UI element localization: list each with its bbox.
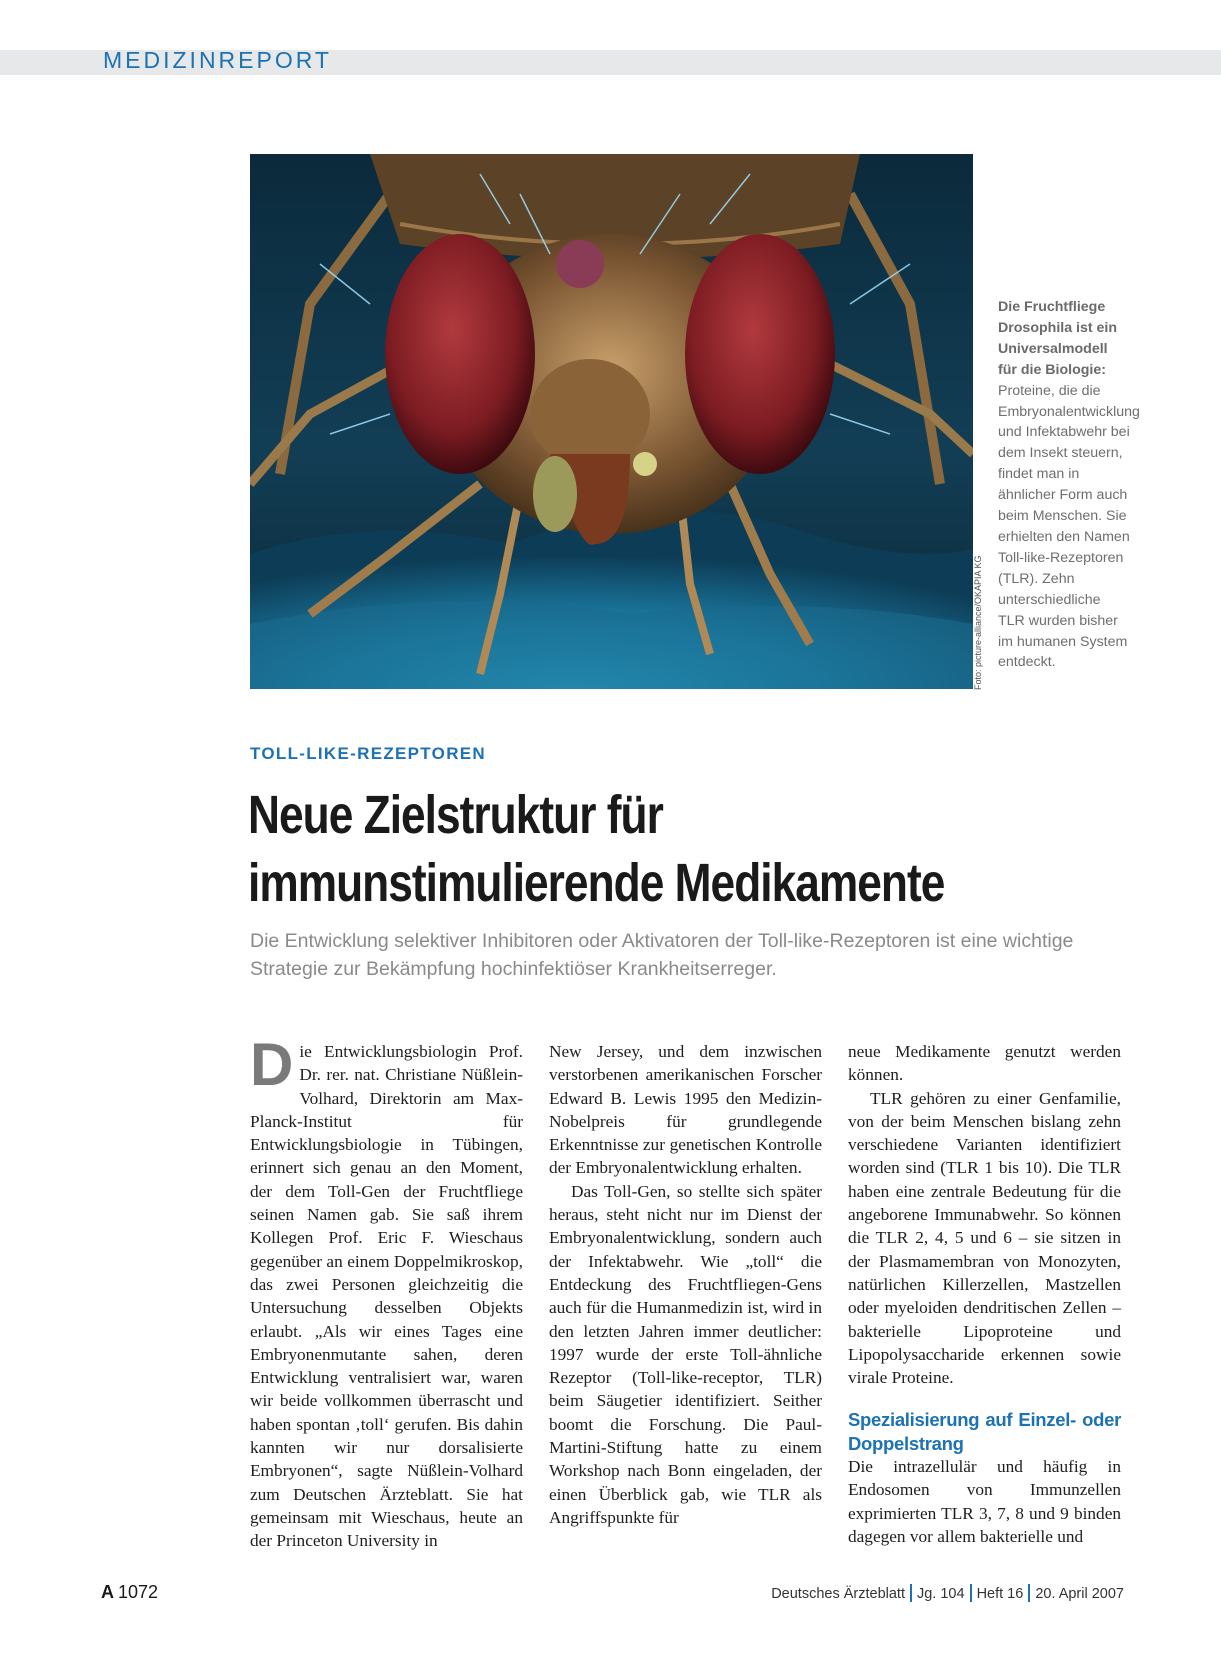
page-prefix: A xyxy=(101,1582,114,1602)
headline-line-2: immunstimulierende Medikamente xyxy=(248,853,945,913)
section-label: MEDIZINREPORT xyxy=(103,47,332,73)
photo-credit: Foto: picture-alliance/OKAPIA KG xyxy=(973,555,983,690)
page-number-value: 1072 xyxy=(118,1582,159,1602)
section-subheading: Spezialisierung auf Einzel- oder Doppelstrang xyxy=(848,1409,1121,1454)
journal-volume: Jg. 104 xyxy=(916,1586,965,1602)
headline-line-1: Neue Zielstruktur für xyxy=(248,785,663,845)
footer-separator xyxy=(1028,1584,1030,1602)
col1-paragraph-1: ie Entwicklungsbiologin Prof. Dr. rer. nat. Christiane Nüßlein-Volhard, Direktorin am Max-Planck-Institut für Entwicklungsbiologie in Tübingen, erinnert sich genau an den Moment, der dem Toll-Gen der Fruchtfliege seinen Namen gab. Sie saß ihrem Kollegen Prof. Eric F. Wieschaus gegenüber an einem Doppelmikroskop, das zwei Personen gleichzeitig die Untersuchung desselben Objekts erlaubt. „Als wir eines Tages eine Embryonenmutante sahen, deren Entwicklung ventralisiert war, waren wir beide vollkommen überrascht und haben spontan ‚toll‘ gerufen. Bis dahin kannten wir nur dorsalisierte Embryonen“, sagte Nüßlein-Volhard zum Deutschen Ärzteblatt. Sie hat gemeinsam mit Wieschaus, heute an der Princeton University in xyxy=(250,1042,523,1551)
page-number xyxy=(101,1582,158,1603)
journal-name: Deutsches Ärzteblatt xyxy=(771,1586,905,1602)
col2-paragraph-1: New Jersey, und dem inzwischen verstorbenen amerikanischen Forscher Edward B. Lewis 1995 den Medizin-Nobelpreis für grundlegende Erkenntnisse zur genetischen Kontrolle der Embryonalentwicklung erhalten. xyxy=(549,1042,822,1178)
footer-citation xyxy=(771,1584,1124,1602)
journal-issue: Heft 16 xyxy=(976,1586,1024,1602)
caption-bold: Die Fruchtfliege Drosophila ist ein Universalmodell für die Biologie: xyxy=(998,299,1118,378)
footer-separator xyxy=(910,1584,912,1602)
text-column-3 xyxy=(848,1040,1121,1548)
text-column-2 xyxy=(549,1040,822,1529)
drop-cap: D xyxy=(250,1031,294,1098)
footer-separator xyxy=(970,1584,972,1602)
fruit-fly-photo xyxy=(250,154,973,689)
article-kicker: TOLL-LIKE-REZEPTOREN xyxy=(250,744,486,763)
caption-text: Proteine, die die Embryonalentwicklung und Infektabwehr bei dem Insekt steuern, findet man in ähnlicher Form auch beim Menschen. Sie erhielten den Namen Toll-like-Rezeptoren (TLR). Zehn unterschiedliche TLR wurden bisher im humanen System entdeckt. xyxy=(998,382,1140,671)
col3-paragraph-2: TLR gehören zu einer Genfamilie, von der beim Menschen bislang zehn verschiedene Varianten identifiziert worden sind (TLR 1 bis 10). Die TLR haben eine zentrale Bedeutung für die angeborene Immunabwehr. So können die TLR 2, 4, 5 und 6 – sie sitzen in der Plasmamembran von Monozyten, natürlichen Killerzellen, Mastzellen oder myeloiden dendritischen Zellen – bakterielle Lipoproteine und Lipopolysaccharide erkennen sowie virale Proteine. xyxy=(848,1088,1121,1388)
text-column-1 xyxy=(250,1031,523,1553)
photo-caption xyxy=(998,297,1140,673)
col3-paragraph-3: Die intrazellulär und häufig in Endosomen von Immunzellen exprimierten TLR 3, 7, 8 und 9 binden dagegen vor allem bakterielle und xyxy=(848,1457,1121,1546)
article-subtitle: Die Entwicklung selektiver Inhibitoren oder Aktivatoren der Toll-like-Rezeptoren ist eine wichtige Strategie zur Bekämpfung hochinfektiöser Krankheitserreger. xyxy=(250,930,1074,980)
article-headline xyxy=(248,781,1002,917)
col2-paragraph-2: Das Toll-Gen, so stellte sich später heraus, steht nicht nur im Dienst der Embryonalentwicklung, sondern auch der Infektabwehr. Wie „toll“ die Entdeckung des Fruchtfliegen-Gens auch für die Humanmedizin ist, wird in den letzten Jahren immer deutlicher: 1997 wurde der erste Toll-ähnliche Rezeptor (Toll-like-receptor, TLR) beim Säugetier identifiziert. Seither boomt die Forschung. Die Paul-Martini-Stiftung hatte zu einem Workshop nach Bonn eingeladen, der einen Überblick gab, wie TLR als Angriffspunkte für xyxy=(549,1181,822,1527)
journal-date: 20. April 2007 xyxy=(1035,1586,1124,1602)
col3-paragraph-1: neue Medikamente genutzt werden können. xyxy=(848,1042,1121,1085)
